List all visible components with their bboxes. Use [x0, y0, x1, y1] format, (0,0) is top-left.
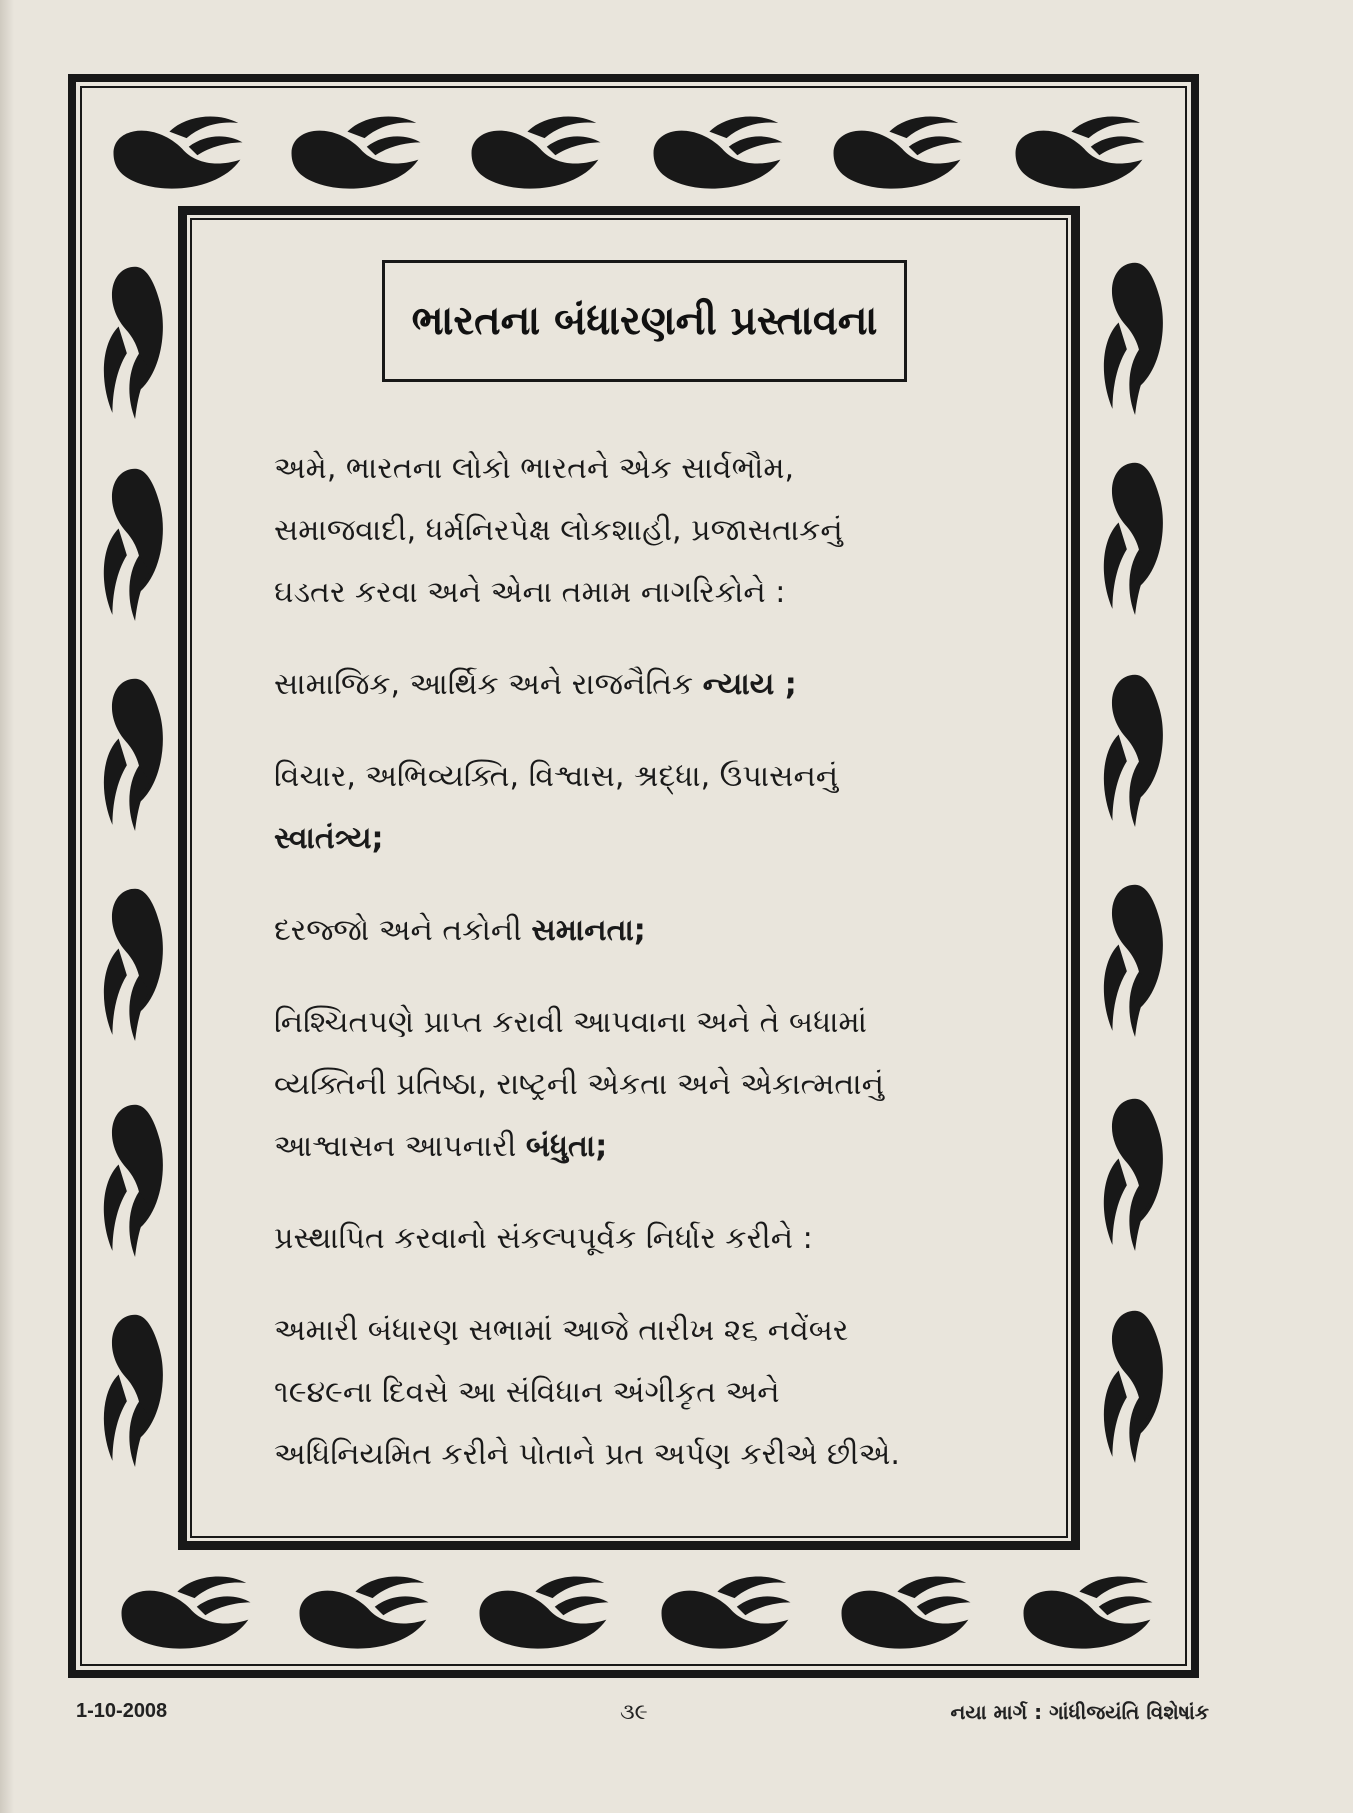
paisley-ornament-icon	[96, 880, 168, 1056]
paisley-ornament-icon	[1096, 876, 1168, 1052]
paisley-ornament-icon	[110, 1568, 262, 1654]
paisley-ornament-icon	[1096, 454, 1168, 630]
text-segment: સામાજિક, આર્થિક અને રાજનૈતિક	[274, 667, 703, 702]
preamble-paragraph	[274, 746, 1054, 870]
paper-edge	[0, 0, 14, 1813]
paisley-ornament-icon	[460, 108, 612, 194]
paisley-ornament-icon	[468, 1568, 620, 1654]
paisley-ornament-icon	[830, 1568, 982, 1654]
preamble-line	[274, 1054, 1054, 1116]
text-segment: આશ્વાસન આપનારી	[274, 1129, 526, 1164]
preamble-line	[274, 654, 1054, 716]
footer-publication: નયા માર્ગ : ગાંધીજયંતિ વિશેષાંક	[950, 1700, 1209, 1724]
preamble-line	[274, 746, 1054, 808]
emphasis-text: સ્વાતંત્ર્ય;	[274, 821, 384, 856]
preamble-line	[274, 900, 1054, 962]
preamble-line	[274, 438, 1054, 500]
preamble-line	[274, 1208, 1054, 1270]
paisley-ornament-icon	[1096, 666, 1168, 842]
text-segment: ૧૯૪૯ના દિવસે આ સંવિધાન અંગીકૃત અને	[274, 1375, 780, 1410]
preamble-line	[274, 1362, 1054, 1424]
text-segment: અધિનિયમિત કરીને પોતાને પ્રત અર્પણ કરીએ છીએ.	[274, 1437, 900, 1472]
paisley-ornament-icon	[1096, 1302, 1168, 1478]
paisley-ornament-icon	[1096, 1090, 1168, 1266]
text-segment: દરજ્જો અને તકોની	[274, 913, 532, 948]
preamble-line	[274, 1424, 1054, 1486]
text-segment: સમાજવાદી, ધર્મનિરપેક્ષ લોકશાહી, પ્રજાસતાકનું	[274, 513, 843, 548]
paisley-ornament-icon	[650, 1568, 802, 1654]
preamble-line	[274, 1300, 1054, 1362]
preamble-text	[274, 438, 1054, 1486]
paisley-ornament-icon	[822, 108, 974, 194]
paisley-ornament-icon	[1004, 108, 1156, 194]
title-box	[382, 260, 907, 382]
paisley-ornament-icon	[1012, 1568, 1164, 1654]
footer-date: 1-10-2008	[76, 1700, 168, 1722]
paisley-ornament-icon	[102, 108, 254, 194]
preamble-line	[274, 808, 1054, 870]
footer-page-number: ૩૯	[620, 1700, 648, 1725]
preamble-paragraph	[274, 654, 1054, 716]
preamble-paragraph	[274, 992, 1054, 1178]
paisley-ornament-icon	[1096, 254, 1168, 430]
paisley-ornament-icon	[288, 1568, 440, 1654]
preamble-line	[274, 562, 1054, 624]
paisley-ornament-icon	[96, 1306, 168, 1482]
paisley-ornament-icon	[96, 460, 168, 636]
preamble-line	[274, 992, 1054, 1054]
text-segment: અમે, ભારતના લોકો ભારતને એક સાર્વભૌમ,	[274, 451, 795, 486]
paisley-ornament-icon	[96, 670, 168, 846]
page-title: ભારતના બંધારણની પ્રસ્તાવના	[411, 298, 878, 344]
emphasis-text: બંધુતા;	[525, 1129, 608, 1164]
text-segment: વ્યક્તિની પ્રતિષ્ઠા, રાષ્ટ્રની એકતા અને એકાત્મતાનું	[274, 1067, 884, 1102]
text-segment: વિચાર, અભિવ્યક્તિ, વિશ્વાસ, શ્રદ્ધા, ઉપાસનનું	[274, 759, 839, 794]
preamble-paragraph	[274, 900, 1054, 962]
preamble-line	[274, 500, 1054, 562]
text-segment: અમારી બંધારણ સભામાં આજે તારીખ ૨૬ નવેંબર	[274, 1313, 849, 1348]
preamble-paragraph	[274, 1208, 1054, 1270]
paisley-ornament-icon	[280, 108, 432, 194]
text-segment: પ્રસ્થાપિત કરવાનો સંકલ્પપૂર્વક નિર્ધાર કરીને :	[274, 1221, 813, 1256]
text-segment: નિશ્ચિતપણે પ્રાપ્ત કરાવી આપવાના અને તે બધામાં	[274, 1005, 868, 1040]
text-segment: ઘડતર કરવા અને એના તમામ નાગરિકોને :	[274, 575, 786, 610]
emphasis-text: ન્યાય ;	[702, 667, 797, 702]
paisley-ornament-icon	[96, 1096, 168, 1272]
paisley-ornament-icon	[96, 258, 168, 434]
preamble-paragraph	[274, 1300, 1054, 1486]
preamble-paragraph	[274, 438, 1054, 624]
preamble-line	[274, 1116, 1054, 1178]
paisley-ornament-icon	[642, 108, 794, 194]
emphasis-text: સમાનતા;	[531, 913, 646, 948]
